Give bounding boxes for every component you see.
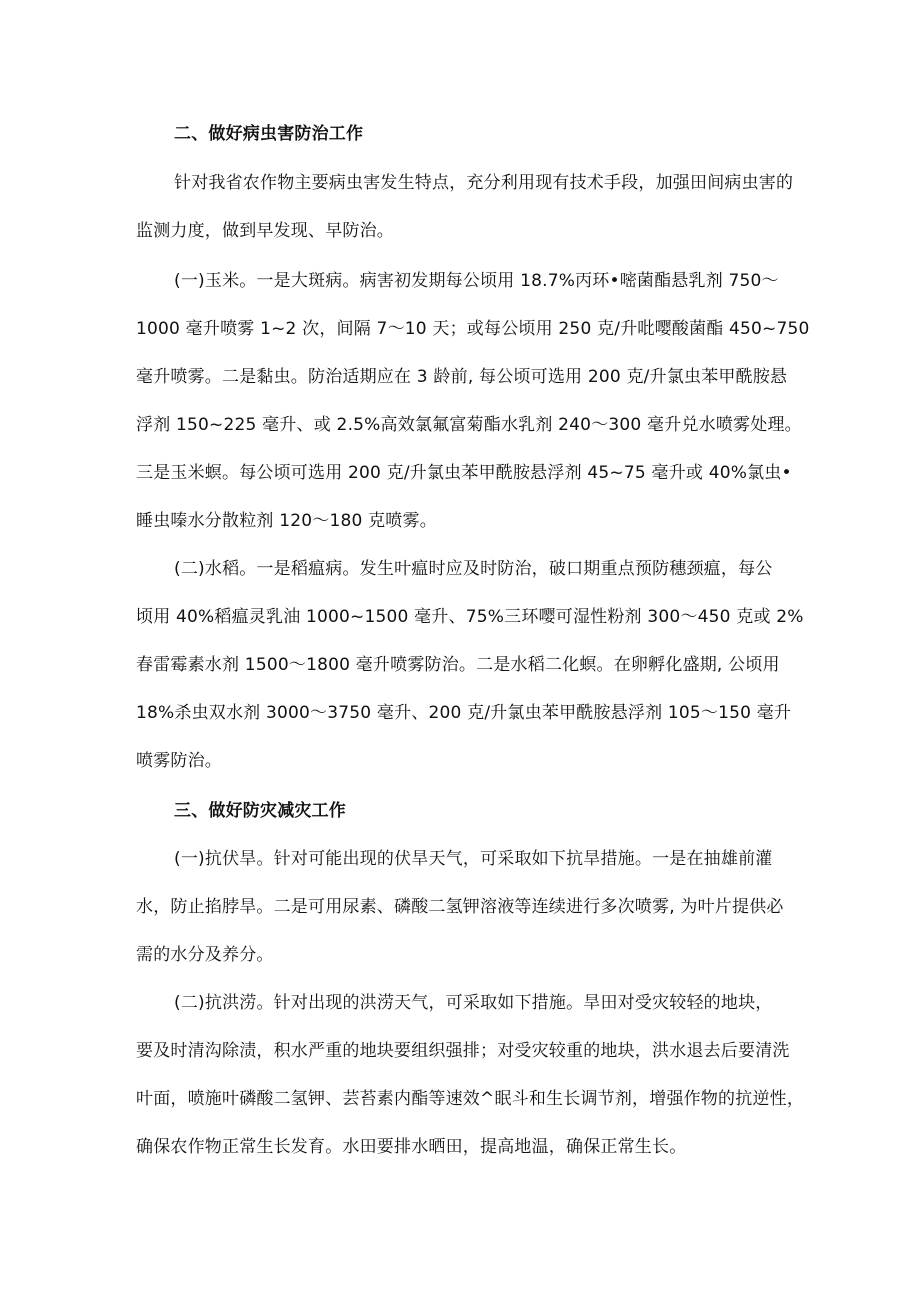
paragraph-line: 喷雾防治。 (136, 751, 222, 771)
paragraph-line: (二)抗洪涝。针对出现的洪涝天气，可采取如下措施。旱田对受灾较轻的地块， (174, 993, 773, 1013)
paragraph-line: 要及时清沟除渍，积水严重的地块要组织强排；对受灾较重的地块，洪水退去后要清洗 (136, 1041, 790, 1061)
paragraph-line: 水，防止掐脖旱。二是可用尿素、磷酸二氢钾溶液等连续进行多次喷雾, 为叶片提供必 (136, 897, 784, 917)
paragraph-line: 18%杀虫双水剂 3000～3750 毫升、200 克/升氯虫苯甲酰胺悬浮剂 105～150 毫升 (136, 703, 792, 723)
paragraph-line: 叶面，喷施叶磷酸二氢钾、芸苔素内酯等速效^眠斗和生长调节剂，增强作物的抗逆性， (136, 1089, 805, 1109)
paragraph-line: 针对我省农作物主要病虫害发生特点，充分利用现有技术手段，加强田间病虫害的 (174, 173, 794, 193)
paragraph-line: 顷用 40%稻瘟灵乳油 1000~1500 毫升、75%三环嘤可湿性粉剂 300～450 克或 2% (136, 607, 804, 627)
section-heading-disaster-prevention: 三、做好防灾减灾工作 (174, 801, 346, 821)
paragraph-line: (一)抗伏旱。针对可能出现的伏旱天气，可采取如下抗旱措施。一是在抽雄前灌 (174, 849, 773, 869)
paragraph-line: (一)玉米。一是大斑病。病害初发期每公顷用 18.7%丙环•嘧菌酯悬乳剂 750～ (174, 271, 779, 291)
section-heading-pest-control: 二、做好病虫害防治工作 (174, 124, 364, 144)
paragraph-line: 三是玉米螟。每公顷可选用 200 克/升氯虫苯甲酰胺悬浮剂 45~75 毫升或 40%氯虫• (136, 463, 792, 483)
paragraph-line: 监测力度，做到早发现、早防治。 (136, 221, 394, 241)
paragraph-line: 1000 毫升喷雾 1~2 次，间隔 7～10 天；或每公顷用 250 克/升吡嘤酸菌酯 450~750 (136, 319, 810, 339)
paragraph-line: 需的水分及养分。 (136, 945, 274, 965)
paragraph-line: 浮剂 150~225 毫升、或 2.5%高效氯氟富菊酯水乳剂 240～300 毫升兑水喷雾处理。 (136, 415, 802, 435)
paragraph-line: 春雷霉素水剂 1500～1800 毫升喷雾防治。二是水稻二化螟。在卵孵化盛期, 公顷用 (136, 655, 780, 675)
paragraph-line: 睡虫嗪水分散粒剂 120～180 克喷雾。 (136, 511, 437, 531)
paragraph-line: (二)水稻。一是稻瘟病。发生叶瘟时应及时防治，破口期重点预防穗颈瘟，每公 (174, 559, 773, 579)
paragraph-line: 毫升喷雾。二是黏虫。防治适期应在 3 龄前, 每公顷可选用 200 克/升氯虫苯甲酰胺悬 (136, 367, 788, 387)
paragraph-line: 确保农作物正常生长发育。水田要排水晒田，提高地温，确保正常生长。 (136, 1137, 687, 1157)
